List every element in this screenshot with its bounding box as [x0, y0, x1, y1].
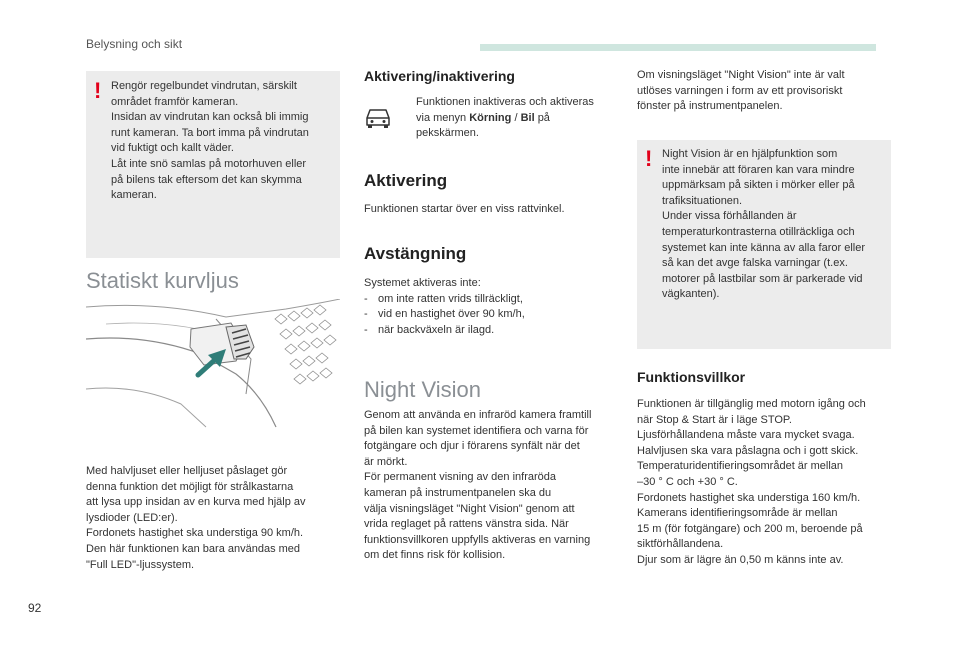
deactivation-title: Avstängning	[364, 244, 467, 263]
static-cornering-title: Statiskt kurvljus	[86, 268, 239, 293]
warning-box-right	[637, 140, 891, 349]
car-front-icon	[364, 107, 392, 129]
night-vision-intro: Om visningsläget "Night Vision" inte är valt utlöses varningen i form av ett provisoriskt fönster på instrumentpanelen.	[637, 69, 845, 113]
warning-icon: !	[645, 146, 653, 171]
warning-text-right: Night Vision är en hjälpfunktion som inte innebär att föraren kan vara mindre uppmärksam på sikten i mörker eller på trafiksituationen. Under vissa förhållanden är temperaturkontrasterna otillräckliga och systemet kan inte känna av alla faror eller så kan det avge falska varningar (t.ex. motorer på lastbilar som är parkerade vid vägkanten).	[662, 148, 865, 301]
activation-title: Aktivering	[364, 171, 448, 190]
warning-box-left	[86, 71, 340, 258]
deactivation-list	[364, 292, 525, 339]
activation-deactivation-text: Funktionen inaktiveras och aktiveras via menyn Körning / Bil på pekskärmen.	[416, 96, 594, 140]
headlight-illustration	[86, 299, 340, 429]
activation-deactivation-title: Aktivering/inaktivering	[364, 68, 515, 84]
section-title: Belysning och sikt	[86, 37, 183, 51]
activation-body: Funktionen startar över en viss rattvinkel.	[364, 203, 565, 215]
conditions-title: Funktionsvillkor	[637, 369, 746, 385]
static-cornering-body: Med halvljuset eller helljuset påslaget gör denna funktion det möjligt för strålkastarna att lysa upp insidan av en kurva med hjälp av lysdioder (LED:er). Fordonets hastighet ska understiga 90 km/h. Den här funktionen kan bara användas med "Full LED"-ljussystem.	[86, 465, 306, 571]
warning-text-left: Rengör regelbundet vindrutan, särskilt området framför kameran. Insidan av vindrutan kan också bli immig runt kameran. Ta bort imma på vindrutan vid fuktigt och kallt väder. Låt inte snö samlas på motorhuven eller på bilens tak eftersom det kan skymma kameran.	[111, 80, 309, 202]
header-bar	[480, 44, 876, 51]
list-item: - vid en hastighet över 90 km/h,	[364, 307, 525, 323]
night-vision-title: Night Vision	[364, 377, 481, 402]
list-item: - när backväxeln är ilagd.	[364, 323, 525, 339]
deactivation-body: Systemet aktiveras inte: - om inte ratten vrids tillräckligt, - vid en hastighet över 90 km/h, - när backväxeln är ilagd.	[364, 276, 525, 338]
night-vision-body: Genom att använda en infraröd kamera framtill på bilen kan systemet identifiera och varna för fotgängare och djur i förarens synfält när det är mörkt. För permanent visning av den infraröda kameran på instrumentpanelen ska du välja visningsläget "Night Vision" genom att vrida reglaget på rattens vänstra sida. När funktionsvillkoren uppfylls aktiveras en varning om det finns risk för kollision.	[364, 409, 592, 562]
conditions-body: Funktionen är tillgänglig med motorn igång och när Stop & Start är i läge STOP. Ljusförhållandena måste vara mycket svaga. Halvljusen ska vara påslagna och i gott skick. Temperaturidentifieringsområdet är mellan –30 ° C och +30 ° C. Fordonets hastighet ska understiga 160 km/h. Kamerans identifieringsområde är mellan 15 m (för fotgängare) och 200 m, beroende på siktförhållandena. Djur som är lägre än 0,50 m känns inte av.	[637, 398, 866, 566]
warning-icon: !	[94, 78, 102, 103]
page-number: 92	[28, 601, 42, 615]
list-item: - om inte ratten vrids tillräckligt,	[364, 292, 525, 308]
